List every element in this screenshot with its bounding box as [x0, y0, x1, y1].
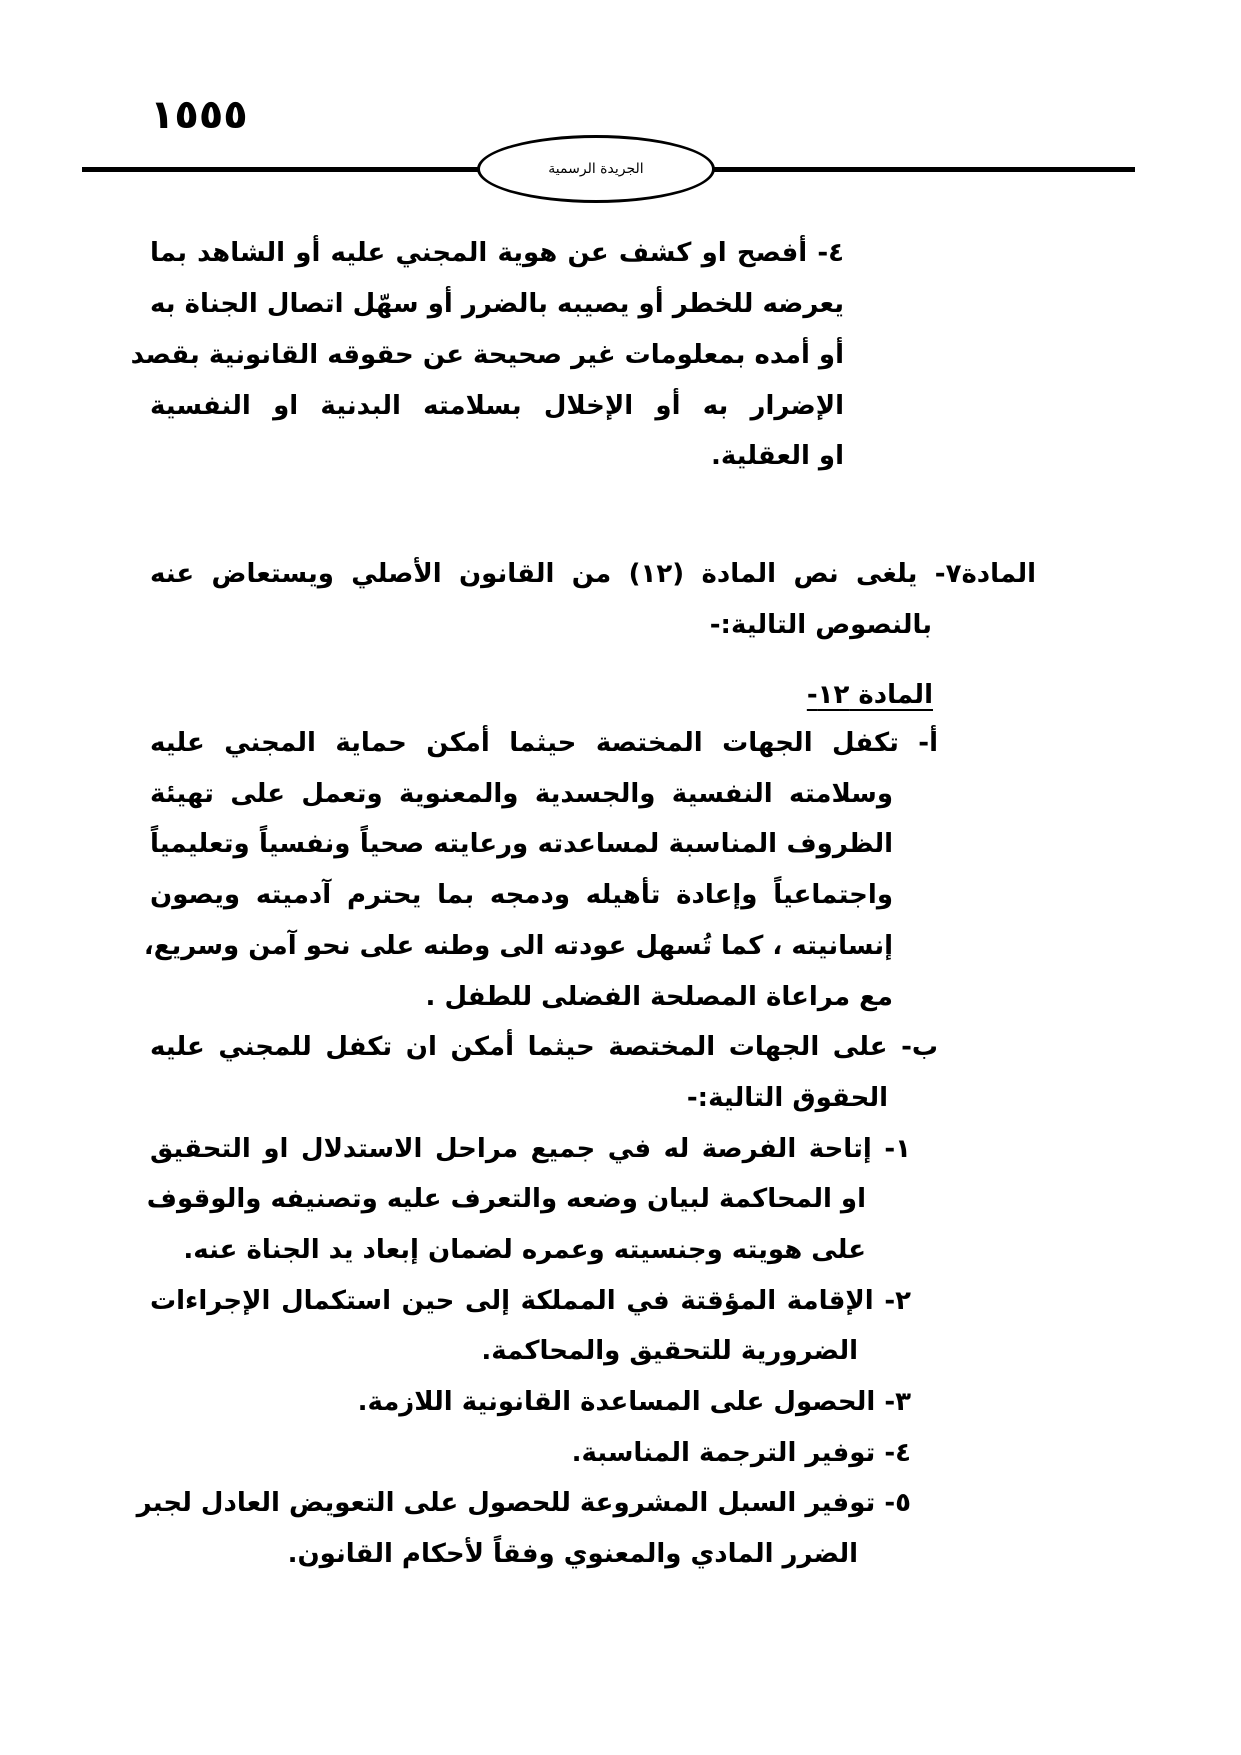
para-b-line2: الحقوق التالية:- [686, 1083, 888, 1113]
para-a-line2: وسلامته النفسية والجسدية والمعنوية وتعمل على تهيئة [150, 779, 893, 809]
right-2-line2: الضرورية للتحقيق والمحاكمة. [481, 1336, 858, 1366]
item4-line5: او العقلية. [710, 441, 844, 471]
right-4-line1: ٤- توفير الترجمة المناسبة. [571, 1438, 911, 1468]
item4-line3: أو أمده بمعلومات غير صحيحة عن حقوقه القانونية بقصد [130, 340, 844, 370]
para-a-line6: مع مراعاة المصلحة الفضلى للطفل . [425, 982, 893, 1012]
item4-line2: يعرضه للخطر أو يصيبه بالضرر أو سهّل اتصال الجناة به [150, 289, 844, 319]
item4-line1: ٤- أفصح او كشف عن هوية المجني عليه أو الشاهد بما [150, 238, 844, 268]
article7-line1: المادة٧- يلغى نص المادة (١٢) من القانون الأصلي ويستعاض عنه [150, 559, 1037, 589]
right-5-line2: الضرر المادي والمعنوي وفقاً لأحكام القانون. [287, 1539, 858, 1569]
gazette-title: الجريدة الرسمية [548, 161, 644, 177]
article7-line2: بالنصوص التالية:- [709, 610, 932, 640]
right-1-line2: او المحاكمة لبيان وضعه والتعرف عليه وتصنيفه والوقوف [146, 1184, 866, 1214]
right-1-line1: ١- إتاحة الفرصة له في جميع مراحل الاستدلال او التحقيق [150, 1134, 911, 1164]
page-number: ١٥٥٥ [150, 92, 248, 138]
para-b-line1: ب- على الجهات المختصة حيثما أمكن ان تكفل للمجني عليه [150, 1032, 938, 1062]
article12-heading: المادة ١٢- [806, 680, 933, 710]
para-a-line4: واجتماعياً وإعادة تأهيله ودمجه بما يحترم آدميته ويصون [150, 880, 893, 910]
para-a-line3: الظروف المناسبة لمساعدته ورعايته صحياً ونفسياً وتعليمياً [150, 829, 893, 859]
right-3-line1: ٣- الحصول على المساعدة القانونية اللازمة. [357, 1387, 911, 1417]
right-1-line3: على هويته وجنسيته وعمره لضمان إبعاد يد الجناة عنه. [183, 1235, 866, 1265]
para-a-line5: إنسانيته ، كما تُسهل عودته الى وطنه على نحو آمن وسريع، [143, 931, 893, 961]
right-5-line1: ٥- توفير السبل المشروعة للحصول على التعويض العادل لجبر [136, 1488, 911, 1518]
header-oval [477, 135, 715, 203]
right-2-line1: ٢- الإقامة المؤقتة في المملكة إلى حين استكمال الإجراءات [150, 1286, 911, 1316]
para-a-line1: أ- تكفل الجهات المختصة حيثما أمكن حماية المجني عليه [150, 728, 938, 758]
item4-line4: الإضرار به أو الإخلال بسلامته البدنية او النفسية [150, 391, 844, 421]
